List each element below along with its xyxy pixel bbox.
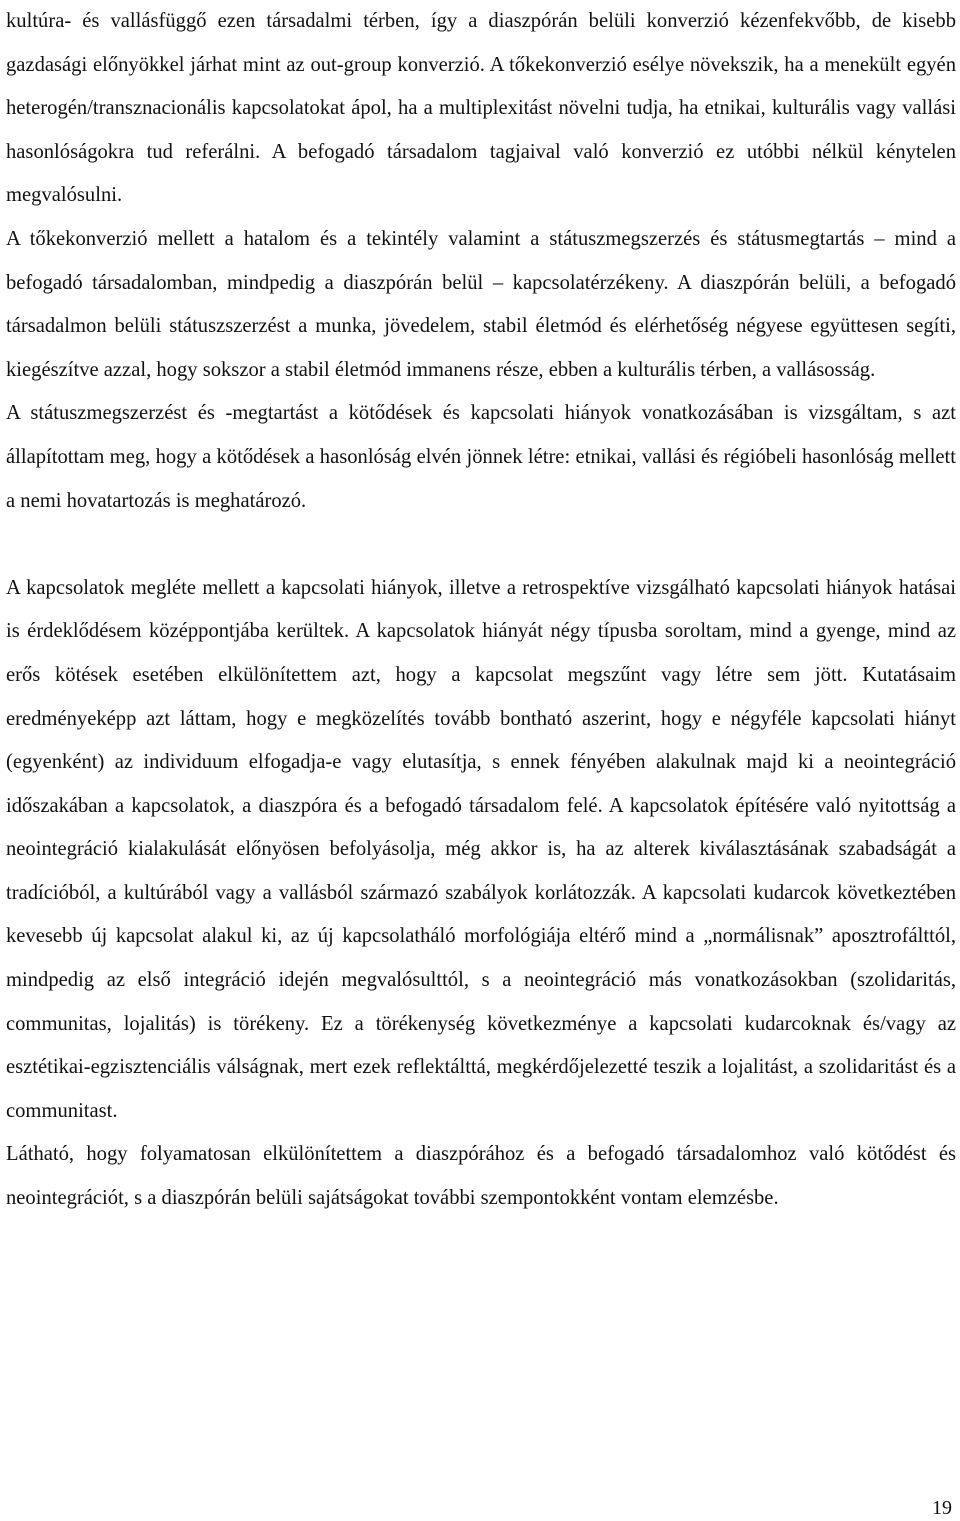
page-number: 19 (932, 1497, 952, 1519)
paragraph-attachments: A státuszmegszerzést és -megtartást a kötődések és kapcsolati hiányok vonatkozásában is vizsgáltam, s azt állapítottam meg, hogy a kötődések a hasonlóság elvén jönnek létre: etnikai, vallási és régióbeli hasonlóság mellett a nemi hovatartozás is meghatározó. (6, 402, 956, 512)
paragraph-conversion: kultúra- és vallásfüggő ezen társadalmi térben, így a diaszpórán belüli konverzió kézenfekvőbb, de kisebb gazdasági előnyökkel járhat mint az out-group konverzió. A tőkekonverzió esélye növekszik, ha a menekült egyén heterogén/transznacionális kapcsolatokat ápol, ha a multiplexitást növelni tudja, ha etnikai, kulturális vagy vallási hasonlóságokra tud referálni. A befogadó társadalom tagjaival való konverzió ez utóbbi nélkül kénytelen megvalósulni. (6, 10, 956, 207)
paragraph-relationship-gaps: A kapcsolatok megléte mellett a kapcsolati hiányok, illetve a retrospektíve vizsgálható kapcsolati hiányok hatásai is érdeklődésem középpontjába kerültek. A kapcsolatok hiányát négy típusba soroltam, mind a gyenge, mind az erős kötések esetében elkülönítettem azt, hogy a kapcsolat megszűnt vagy létre sem jött. Kutatásaim eredményeképp azt láttam, hogy e megközelítés tovább bontható aszerint, hogy e négyféle kapcsolati hiányt (egyenként) az individuum elfogadja-e vagy elutasítja, s ennek fényében alakulnak majd ki a neointegráció időszakában a kapcsolatok, a diaszpóra és a befogadó társadalom felé. A kapcsolatok építésére való nyitottság a neointegráció kialakulását előnyösen befolyásolja, még akkor is, ha az alterek kiválasztásának szabadságát a tradícióból, a kultúrából vagy a vallásból származó szabályok korlátozzák. A kapcsolati kudarcok következtében kevesebb új kapcsolat alakul ki, az új kapcsolatháló morfológiája eltérő mind a „normálisnak” aposztrofálttól, mindpedig az első integráció idején megvalósulttól, s a neointegráció más vonatkozásokban (szolidaritás, communitas, lojalitás) is törékeny. Ez a törékenység következménye a kapcsolati kudarcoknak és/vagy az esztétikai-egzisztenciális válságnak, mert ezek reflektálttá, megkérdőjelezetté teszik a lojalitást, a szolidaritást és a communitast. (6, 576, 956, 1122)
document-page (6, 0, 956, 1221)
paragraph-conclusion: Látható, hogy folyamatosan elkülönítettem a diaszpórához és a befogadó társadalomhoz való kötődést és neointegrációt, s a diaszpórán belüli sajátságokat további szempontokként vontam elemzésbe. (6, 1143, 956, 1210)
paragraph-status: A tőkekonverzió mellett a hatalom és a tekintély valamint a státuszmegszerzés és státusmegtartás – mind a befogadó társadalomban, mindpedig a diaszpórán belül – kapcsolatérzékeny. A diaszpórán belüli, a befogadó társadalmon belüli státuszszerzést a munka, jövedelem, stabil életmód és elérhetőség négyese együttesen segíti, kiegészítve azzal, hogy sokszor a stabil életmód immanens része, ebben a kulturális térben, a vallásosság. (6, 227, 956, 381)
